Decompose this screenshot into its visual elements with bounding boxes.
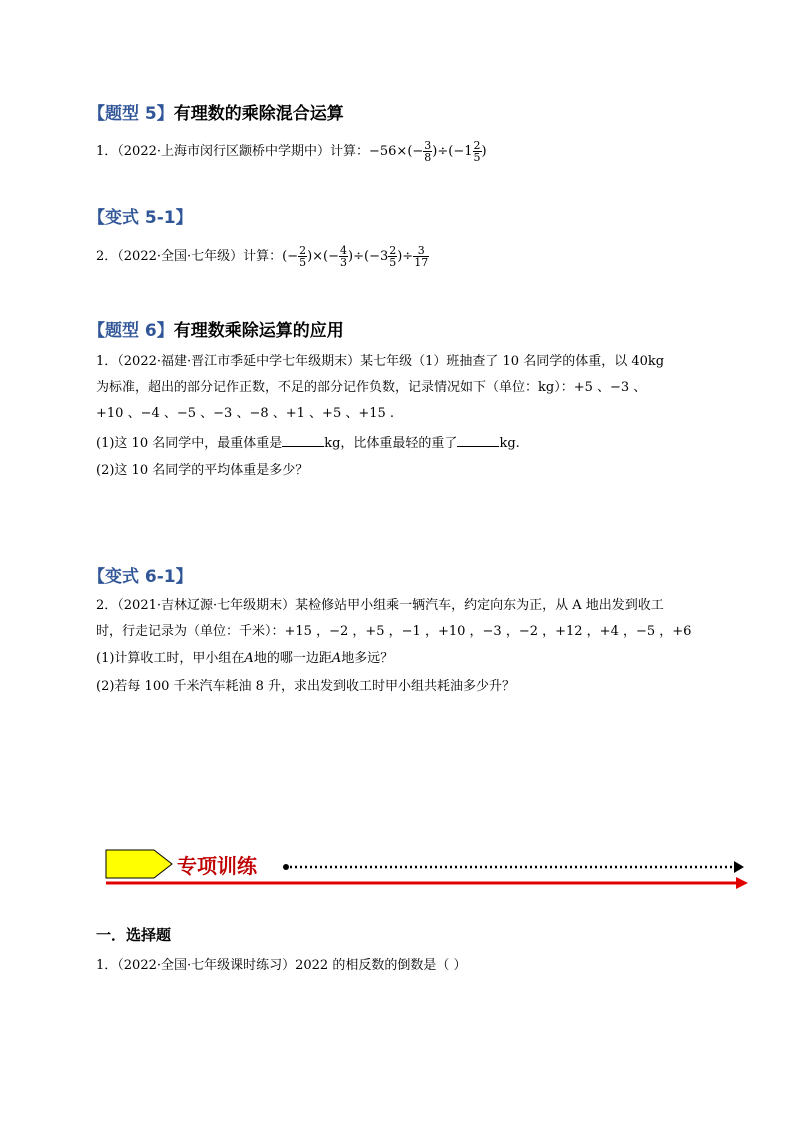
variant-6-1-heading: 【变式 6-1】 <box>88 567 193 587</box>
variant-5-1-heading: 【变式 5-1】 <box>88 208 193 228</box>
fraction: $\frac{2}{5}$ <box>473 139 481 164</box>
question-6-1-sub-2: (2)这 10 名同学的平均体重是多少？ <box>96 463 309 478</box>
multiple-choice-question-1: 1．（2022·全国·七年级课时练习）2022 的相反数的倒数是（ ） <box>96 958 467 973</box>
dotted-arrow-head-icon <box>734 861 744 873</box>
question-variant-5-1: 2．（2022·全国·七年级）计算：(− $\frac{2}{5}$ )×(− $\frac{4}{3}$ )÷(−3 $\frac{2}{5}$ )÷ $\frac{3}{17}$ <box>96 244 429 269</box>
question-6-1-line-1: 1．（2022·福建·晋江市季延中学七年级期末）某七年级（1）班抽查了 10 名同学的体重，以 40kg <box>96 354 665 369</box>
question-6-1-sub-1: (1)这 10 名同学中，最重体重是 kg，比体重最轻的重了 kg. <box>96 436 520 451</box>
question-5-1: 1．（2022·上海市闵行区颛桥中学期中）计算：−56×(− $\frac{3}{8}$ )÷(−1 $\frac{2}{5}$ ) <box>96 139 487 164</box>
red-arrow-head-icon <box>736 877 748 889</box>
question-variant-6-1-line-2: 时，行走记录为（单位：千米）：+15 ，−2 ，+5 ，−1 ，+10 ，−3 ，−2 ，+12 ，+4 ，−5 ，+6 <box>96 624 692 639</box>
answer-blank[interactable] <box>457 434 499 447</box>
section-5-heading: 【题型 5】有理数的乘除混合运算 <box>88 104 344 124</box>
fraction: $\frac{4}{3}$ <box>340 244 348 269</box>
fraction: $\frac{3}{17}$ <box>414 244 429 269</box>
question-variant-6-1-sub-2: (2)若每 100 千米汽车耗油 8 升，求出发到收工时甲小组共耗油多少升？ <box>96 679 516 694</box>
fraction: $\frac{3}{8}$ <box>424 139 432 164</box>
fraction: $\frac{2}{5}$ <box>389 244 397 269</box>
question-variant-6-1-sub-1: (1)计算收工时，甲小组在A地的哪一边距A地多远？ <box>96 651 394 666</box>
multiple-choice-heading: 一．选择题 <box>96 926 172 944</box>
fraction: $\frac{2}{5}$ <box>299 244 307 269</box>
dotted-arrow-start-dot <box>283 864 289 870</box>
answer-blank[interactable] <box>282 434 324 447</box>
question-6-1-line-2: 为标准，超出的部分记作正数，不足的部分记作负数，记录情况如下（单位：kg）：+5 、−3 、 <box>96 380 647 395</box>
section-6-heading: 【题型 6】有理数乘除运算的应用 <box>88 321 344 341</box>
question-6-1-line-3: +10 、−4 、−5 、−3 、−8 、+1 、+5 、+15 . <box>96 406 395 421</box>
question-variant-6-1-line-1: 2．（2021·吉林辽源·七年级期末）某检修站甲小组乘一辆汽车，约定向东为正，从 A 地出发到收工 <box>96 598 664 613</box>
banner-pentagon-icon <box>106 850 172 878</box>
banner-title: 专项训练 <box>177 854 257 878</box>
